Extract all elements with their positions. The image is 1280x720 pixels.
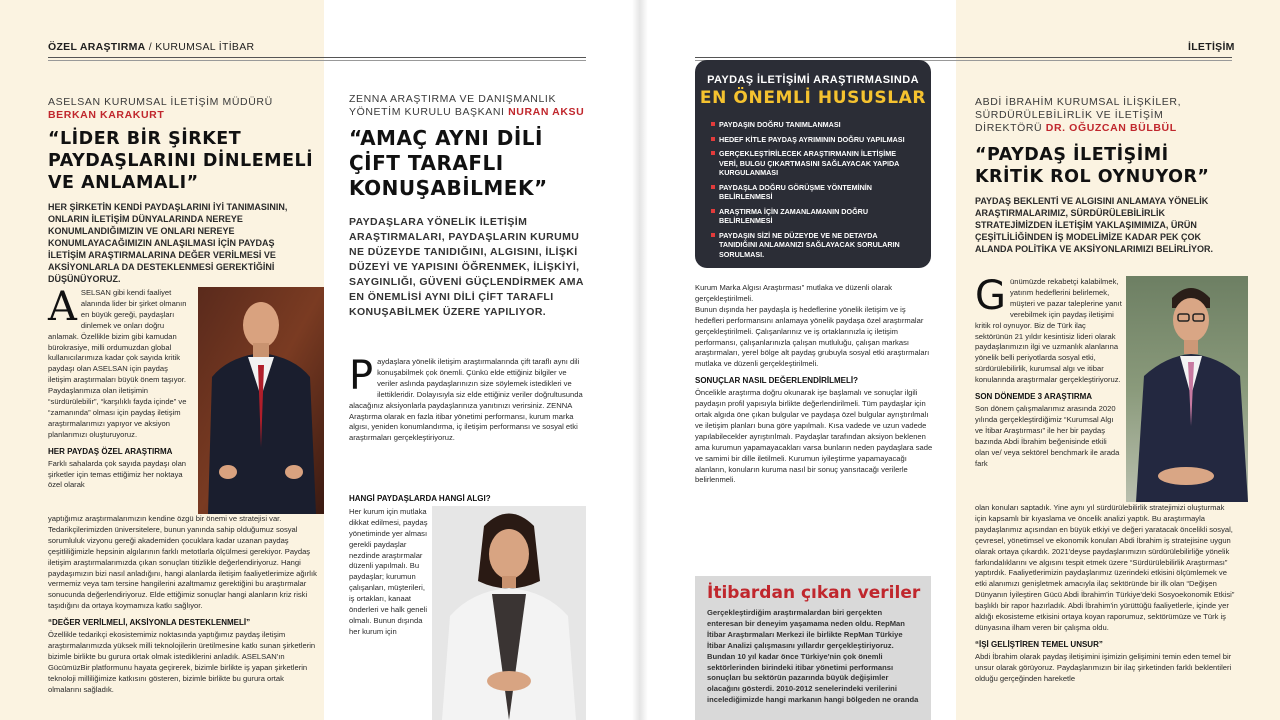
nuran-aksu-photo: [432, 506, 586, 720]
article2-body: HANGİ PAYDAŞLARDA HANGİ ALGI? Her kurum için mutlaka dikkat edilmesi, paydaş yönetiminde yer alması gerekli paydaşlar nezdinde araştırmalar düzenli yapılmalı. Bu paydaşlar; kurumun çalışanları, müşterileri, iş ortakları, kanaat önderleri ve halk geneli olmalı. Bunun dışında her kurum için: [349, 494, 491, 636]
section-label: ÖZEL ARAŞTIRMA / KURUMSAL İTİBAR: [48, 41, 255, 53]
section-rule-right: [695, 57, 1232, 58]
berkan-karakurt-photo: [198, 287, 324, 514]
article2-intro: Paydaşlara yönelik iletişim araştırmalarında çift taraflı aynı dili konuşabilmek çok önemli. Çünkü elde ettiğiniz bilgiler ve veriler aslında paydaşlarınızın size söylemek istedikleri ve ilettikleridir. Dolayısıyla siz elde ettiğiniz veriler doğrultusunda alacağınız aksiyonlarla paydaşlarınıza yanıtınızı verirsiniz. ZENNA Araştırma olarak en fazla itibar yönetimi performansı, kurum marka algısı, yeniden konumlandırma, iç iletişim performansı ve sosyal etki araştırmaları gerçekleştiriyoruz.: [349, 353, 583, 443]
key-point: PAYDAŞLA DOĞRU GÖRÜŞME YÖNTEMİNİN BELİRLENMESİ: [719, 183, 913, 202]
article2-kicker: ZENNA ARAŞTIRMA VE DANIŞMANLIK YÖNETİM KURULU BAŞKANI NURAN AKSU: [349, 93, 585, 118]
key-points-box: PAYDAŞ İLETİŞİMİ ARAŞTIRMASINDA EN ÖNEMLİ HUSUSLAR PAYDAŞIN DOĞRU TANIMLANMASI HEDEF KİTLE PAYDAŞ AYRIMININ DOĞRU YAPILMASI GERÇEKLEŞTİRİLECEK ARAŞTIRMANIN İLETİŞİME VERİ, BULGU ÇIKARTMASINI SAĞLAYACAK YAPIDA KURGULANMASI PAYDAŞLA DOĞRU GÖRÜŞME YÖNTEMİNİN BELİRLENMESİ ARAŞTIRMA İÇİN ZAMANLAMANIN DOĞRU BELİRLENMESİ PAYDAŞIN SİZİ NE DÜZEYDE VE NE DETAYDA TANIDIĞINI ANLAMANIZI SAĞLAYACAK SORULARIN SORULMASI.: [695, 60, 931, 268]
key-points-list: [695, 108, 931, 259]
article1-headline: “LİDER BİR ŞİRKET PAYDAŞLARINI DİNLEMELİ VE ANLAMALI”: [48, 129, 314, 193]
key-point: ARAŞTIRMA İÇİN ZAMANLAMANIN DOĞRU BELİRLENMESİ: [719, 207, 913, 226]
article3-body: olan konuları saptadık. Yine aynı yıl sürdürülebilirlik stratejimizi oluşturmak için kapsamlı bir kıyaslama ve öncelik analizi yaptık. Bu araştırmayla paydaşlarımız açısından en büyük etkiyi ve değeri yaratacak öncelikli sosyal, çevresel, yönetimsel ve ekonomik konuları Abdi İbrahim iş stratejisine uygun olarak ortaya çıkardık. 2021'deyse paydaşlarımızın sürdürülebilirliğe yönelik farkındalıklarını ve algısını tespit etmek üzere “Sürdürülebilirlik Araştırması” yaptırdık. Faaliyetlerimizin paydaşlarımız üzerindeki etkisini ölçümlemek ve etki alanımızı genişletmek amacıyla ilaç sektöründe bir ilk olan “Değişen Dünyanın İyileştiren Gücü Abdi İbrahim'in Türkiye'deki Sosyoekonomik Etkisi” başlıklı bir rapor hazırladık. Abdi İbrahim'in yürüttüğü faaliyetlerle, içinde yer aldığı ekosisteme etkisini ortaya koyan raporumuz, sektörümüze ve Türk iş dünyasına ilham veren bir çalışma oldu. “İŞİ GELİŞTİREN TEMEL UNSUR” Abdi İbrahim olarak paydaş iletişimini işimizin gelişimini temin eden temel bir unsur olarak görüyoruz. Paydaşlarımızın bir ilaç şirketinden farklı beklentileri olduğu gerçeğinden hareketle: [975, 503, 1235, 683]
key-point: HEDEF KİTLE PAYDAŞ AYRIMININ DOĞRU YAPILMASI: [719, 135, 913, 145]
article3-lead: PAYDAŞ BEKLENTİ VE ALGISINI ANLAMAYA YÖNELİK ARAŞTIRMALARIMIZ, SÜRDÜRÜLEBİLİRLİK STRATEJİMİZDEN İLETİŞİM YAKLAŞIMIMIZA, ÜRÜN ÇEŞİTLİLİĞİNDEN İŞ MODELİMİZE KADAR PEK ÇOK ALANDA POLİTİKA VE AKSİYONLARIMIZI BELİRLİYOR.: [975, 196, 1213, 254]
article3-intro: Günümüzde rekabetçi kalabilmek, yatırım hedeflerini belirlemek, müşteri ve pazar taleplerine yanıt verebilmek için paydaş iletişimi kritik rol oynuyor. Biz de Türk ilaç sektörünün 21 yıldır kesintisiz lideri olarak paydaşlarımızın ilgi ve uzmanlık alanlarına yönelik belli periyotlarda sosyal etki, sürdürülebilirlik, kurumsal algı ve itibar konularında araştırmalar gerçekleştiriyoruz. SON DÖNEMDE 3 ARAŞTIRMA Son dönem çalışmalarımız arasında 2020 yılında gerçekleştirdiğimiz “Kurumsal Algı ve İtibar Araştırması” ile her bir paydaş bazında Abdi İbrahim beğenisinde etkili olan ve/ veya sektörel benchmark ile arada fark: [975, 273, 1122, 468]
reputation-data-box: İtibardan çıkan veriler Gerçekleştirdiğim araştırmalardan biri gerçekten enteresan bir deneyim yaşamama neden oldu. RepMan İtibar Araştırmaları Merkezi ile birlikte RepMan Türkiye İtibar Analizi çalışmasını yıllardır gerçekleştiriyoruz. Bundan 10 yıl kadar önce Türkiye'nin çok önemli sektörlerinden birindeki itibar yönetimi performansı sonuçları bu sektörün pazarında büyük değişimler olacağını gösterdi. 2010-2012 senelerindeki verilerini incelediğimizde hangi markanın hangi bölgeden ne oranda: [695, 576, 931, 720]
key-point: PAYDAŞIN SİZİ NE DÜZEYDE VE NE DETAYDA TANIDIĞINI ANLAMANIZI SAĞLAYACAK SORULARIN SORULMASI.: [719, 231, 913, 260]
section-label-right: İLETİŞİM: [1188, 41, 1235, 53]
section-rule: [48, 57, 586, 58]
article1-intro: ASELSAN gibi kendi faaliyet alanında lider bir şirket olmanın en büyük gereği, paydaşları dinlemek ve onları doğru anlamak. Özellikle bizim gibi kamudan bürokrasiye, milli ordumuzdan global kullanıcılarımıza kadar çok sayıda kritik paydaşı olan ASELSAN için paydaş iletişim araştırmaları büyük önem taşıyor. Paydaşlarımıza olan iletişimin “sürdürülebilir”, “karşılıklı fayda içinde” ve “zamanında” olması için paydaş iletişim araştırmalarımızı yapıyor ve aksiyon planlarımızı oluşturuyoruz. HER PAYDAŞ ÖZEL ARAŞTIRMA Farklı sahalarda çok sayıda paydaşı olan şirketler için temas ettiğimiz her noktaya özel olarak: [48, 284, 187, 490]
article2-lead: PAYDAŞLARA YÖNELİK İLETİŞİM ARAŞTIRMALARI, PAYDAŞLARIN KURUMU NE DÜZEYDE TANIDIĞINI, ALGISINI, İLİŞKİ DÜZEYİ VE YAPISINI ÖĞRENMEK, İLİŞKİYİ, SAYGINLIĞI, GÜVENİ GÜÇLENDİRMEK AMA EN ÖNEMLİSİ AYNI DİLİ ÇİFT TARAFLI KONUŞABİLMEK ÜZERE YAPILIYOR.: [349, 216, 584, 318]
article2-headline: “AMAÇ AYNI DİLİ ÇİFT TARAFLI KONUŞABİLMEK”: [349, 126, 548, 200]
oguzcan-bulbul-photo: [1126, 276, 1248, 502]
key-point: PAYDAŞIN DOĞRU TANIMLANMASI: [719, 120, 913, 130]
section-rule-thin: [48, 60, 586, 61]
key-point: GERÇEKLEŞTİRİLECEK ARAŞTIRMANIN İLETİŞİME VERİ, BULGU ÇIKARTMASINI SAĞLAYACAK YAPIDA KURGULANMASI: [719, 149, 913, 178]
article3-kicker: ABDİ İBRAHİM KURUMSAL İLİŞKİLER, SÜRDÜRÜLEBİLİRLİK VE İLETİŞİM DİREKTÖRÜ DR. OĞUZCAN BÜLBÜL: [975, 96, 1182, 134]
article1-kicker: ASELSAN KURUMSAL İLETİŞİM MÜDÜRÜ BERKAN KARAKURT: [48, 96, 273, 121]
article1-body: yaptığımız araştırmalarımızın kendine özgü bir önemi ve stratejisi var. Tedarikçilerimizden üniversitelere, bunun yanında sahip olduğumuz sosyal sorumluluk vizyonu gereği akademiden çocuklara kadar uzanan paydaş çeşitliliğimizle hepsinin algılarının farklı metotlarla ölçülmesi gerekiyor. Paydaş iletişim araştırmalarımızda çıkan sonuçları titizlikle değerlendiriyoruz. Hangi paydaşımızın bizi nasıl anladığını, hangi alanlarda iletişim faaliyetlerimize ağırlık vermemiz veya tam tersine hangilerini azaltmamız gerektiğini bu araştırmalar sonucunda değerlendiriyoruz. Elde ettiğimiz sonuçlar hangi alanların kriz riski taşıdığını da ortaya koymamıza katkı sağlıyor. “DEĞER VERİLMELİ, AKSİYONLA DESTEKLENMELİ” Özellikle tedarikçi ekosistemimiz noktasında yaptığımız paydaş iletişim araştırmalarımızda yüksek milli teknolojilerin üretilmesine katkı sunan şirketlerin bizimle birlikte bu gurura ortak olmak istediklerini anladık. ASELSAN'ın GücümüzBir platformunu hayata geçirerek, bizimle birlikte iş yapan şirketlerin teknoloji milliliğimize katkısını gösteren, bizimle birlikte bu gurura ortak olmalarını sağladık.: [48, 514, 317, 694]
article3-headline: “PAYDAŞ İLETİŞİMİ KRİTİK ROL OYNUYOR”: [975, 145, 1210, 187]
article1-lead: HER ŞİRKETİN KENDİ PAYDAŞLARINI İYİ TANIMASININ, ONLARIN İLETİŞİM DÜNYALARINDA NEREYE KONUMLANDIĞIMIZIN VE ONLARI NEREYE KONUMLAYACAĞIMIZIN ANLAŞILMASI İÇİN PAYDAŞ İLETİŞİM ARAŞTIRMALARINA DEĞER VERİLMESİ VE AKSİYONLARLA DA DESTEKLENMESİ GEREKTİĞİNİ DÜŞÜNÜYORUZ.: [48, 202, 288, 284]
page-gutter: [632, 0, 648, 720]
right-page: [640, 0, 1280, 720]
zenna-continued-body: Kurum Marka Algısı Araştırması” mutlaka ve düzenli olarak gerçekleştirilmeli. Bunun dışında her paydaşla iş hedeflerine yönelik iletişim ve iş hedefleri performansını anlamaya yönelik paydaşa özel araştırmalar gerçekleştirilmeli. Çalışanlarınız ve iş ortaklarınızla iç iletişim performansı, çalışanlarınızla çalışan mutluluğu, çalışan markası araştırmaları, yerel bölge alt paydaş grubuyla sosyal etki araştırmaları mutlaka ve düzenli gerçekleştirilmeli. SONUÇLAR NASIL DEĞERLENDİRİLMELİ? Öncelikle araştırma doğru okunarak işe başlamalı ve sonuçlar ilgili paydaşın profil yapısıyla birlikte değerlendirilmeli. Tüm paydaşlar için ortak algıda öne çıkan bulgular ve paydaşa özel bulgular ayrıştırılmalı ve iletişim planları buna göre yapılmalı. Kısa vadede ve uzun vadede yapılabilecekler ayrıştırılmalı. Paydaşlar tarafından aksiyon beklenen ama kurumun yapamayacakları varsa bunların neden paydaşlara sade ve samimi bir dille iletilmeli. Kurumun iyileştirme yapamayacağı alanların, konuların kuruma nasıl bir sonuç yansıtacağı verilerle belirlenmeli.: [695, 283, 933, 485]
